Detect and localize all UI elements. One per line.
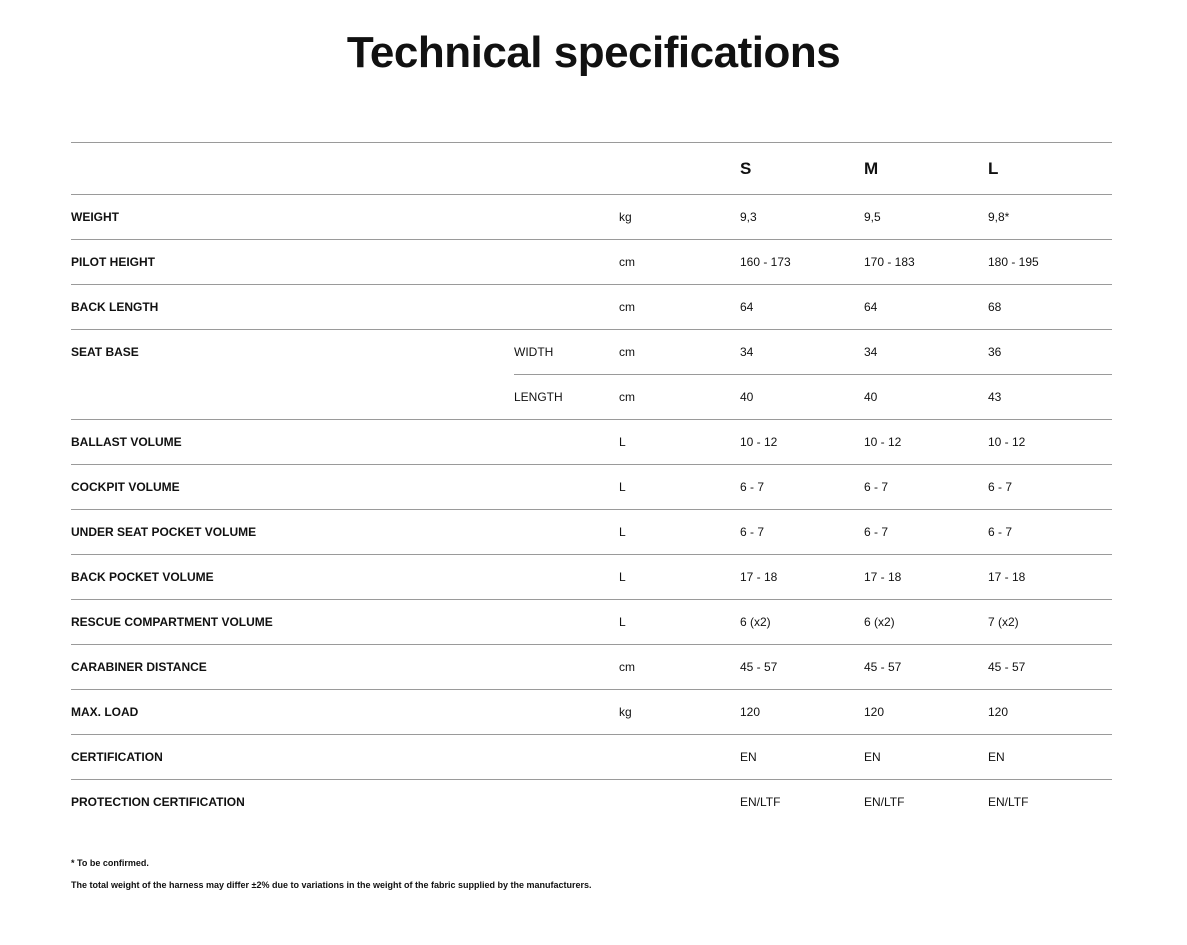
value-m: EN/LTF [864, 795, 905, 809]
table-row-seat-base-length [71, 374, 1112, 419]
table-header-row [71, 142, 1112, 194]
page-title: Technical specifications [346, 28, 841, 77]
table-row-certification [71, 734, 1112, 779]
row-label: CARABINER DISTANCE [71, 660, 207, 674]
footnote-to-be-confirmed: * To be confirmed. [71, 858, 149, 868]
table-row-protection-certification [71, 779, 1112, 824]
row-label: RESCUE COMPARTMENT VOLUME [71, 615, 273, 629]
table-row-seat-base-width [71, 329, 1112, 374]
value-s: 6 - 7 [740, 525, 765, 539]
table-row-back-length [71, 284, 1112, 329]
value-m: 34 [864, 345, 878, 359]
value-l: 10 - 12 [988, 435, 1026, 449]
value-s: 64 [740, 300, 754, 314]
table-row-cockpit-volume [71, 464, 1112, 509]
row-unit: cm [619, 389, 635, 404]
row-label: BACK LENGTH [71, 300, 159, 314]
row-unit: L [619, 525, 626, 539]
value-m: 170 - 183 [864, 255, 915, 269]
table-row-under-seat-pocket-volume [71, 509, 1112, 554]
value-m: 45 - 57 [864, 660, 902, 674]
value-l: 7 (x2) [988, 615, 1019, 629]
value-s: 6 (x2) [740, 615, 771, 629]
value-s: EN/LTF [740, 795, 781, 809]
table-row-pilot-height [71, 239, 1112, 284]
value-l: 120 [988, 705, 1009, 719]
row-unit: kg [619, 210, 632, 224]
row-sublabel: LENGTH [514, 389, 563, 404]
value-l: 180 - 195 [988, 255, 1039, 269]
spec-table [71, 142, 1112, 824]
value-s: 9,3 [740, 210, 757, 224]
value-s: 34 [740, 345, 754, 359]
value-s: 10 - 12 [740, 435, 778, 449]
size-header-s: S [740, 158, 752, 178]
value-m: 120 [864, 705, 885, 719]
table-row-carabiner-distance [71, 644, 1112, 689]
table-row-ballast-volume [71, 419, 1112, 464]
table-row-back-pocket-volume [71, 554, 1112, 599]
value-m: 6 - 7 [864, 480, 889, 494]
value-m: 17 - 18 [864, 570, 902, 584]
value-l: 36 [988, 345, 1002, 359]
row-unit: cm [619, 660, 635, 674]
value-s: 160 - 173 [740, 255, 791, 269]
value-m: 9,5 [864, 210, 881, 224]
value-s: 17 - 18 [740, 570, 778, 584]
row-label: PROTECTION CERTIFICATION [71, 795, 245, 809]
row-unit: cm [619, 345, 635, 359]
row-label: COCKPIT VOLUME [71, 480, 180, 494]
value-m: 10 - 12 [864, 435, 902, 449]
value-s: 45 - 57 [740, 660, 778, 674]
value-m: EN [864, 750, 881, 764]
row-unit: cm [619, 255, 635, 269]
value-m: 40 [864, 389, 878, 404]
row-unit: cm [619, 300, 635, 314]
row-label: SEAT BASE [71, 345, 139, 359]
value-l: 45 - 57 [988, 660, 1026, 674]
value-s: 120 [740, 705, 761, 719]
row-label: BALLAST VOLUME [71, 435, 182, 449]
value-m: 64 [864, 300, 878, 314]
value-m: 6 - 7 [864, 525, 889, 539]
row-label: PILOT HEIGHT [71, 255, 155, 269]
value-l: 17 - 18 [988, 570, 1026, 584]
value-l: 68 [988, 300, 1002, 314]
row-unit: L [619, 615, 626, 629]
table-row-weight [71, 194, 1112, 239]
row-label: UNDER SEAT POCKET VOLUME [71, 525, 257, 539]
value-l: 43 [988, 389, 1002, 404]
value-s: EN [740, 750, 757, 764]
value-s: 6 - 7 [740, 480, 765, 494]
row-unit: L [619, 480, 626, 494]
value-l: EN [988, 750, 1005, 764]
value-m: 6 (x2) [864, 615, 895, 629]
value-l: 9,8* [988, 210, 1010, 224]
row-unit: L [619, 570, 626, 584]
size-header-l: L [988, 158, 999, 178]
value-s: 40 [740, 389, 754, 404]
size-header-m: M [864, 158, 879, 178]
table-row-max-load [71, 689, 1112, 734]
row-sublabel: WIDTH [514, 345, 554, 359]
row-unit: L [619, 435, 626, 449]
value-l: EN/LTF [988, 795, 1029, 809]
row-label: MAX. LOAD [71, 705, 139, 719]
row-label: WEIGHT [71, 210, 119, 224]
row-unit: kg [619, 705, 632, 719]
value-l: 6 - 7 [988, 480, 1013, 494]
row-label: BACK POCKET VOLUME [71, 570, 214, 584]
footnote-weight-variation: The total weight of the harness may differ ±2% due to variations in the weight of the fabric supplied by the manufacturers. [71, 880, 592, 890]
row-label: CERTIFICATION [71, 750, 163, 764]
value-l: 6 - 7 [988, 525, 1013, 539]
table-row-rescue-compartment-volume [71, 599, 1112, 644]
